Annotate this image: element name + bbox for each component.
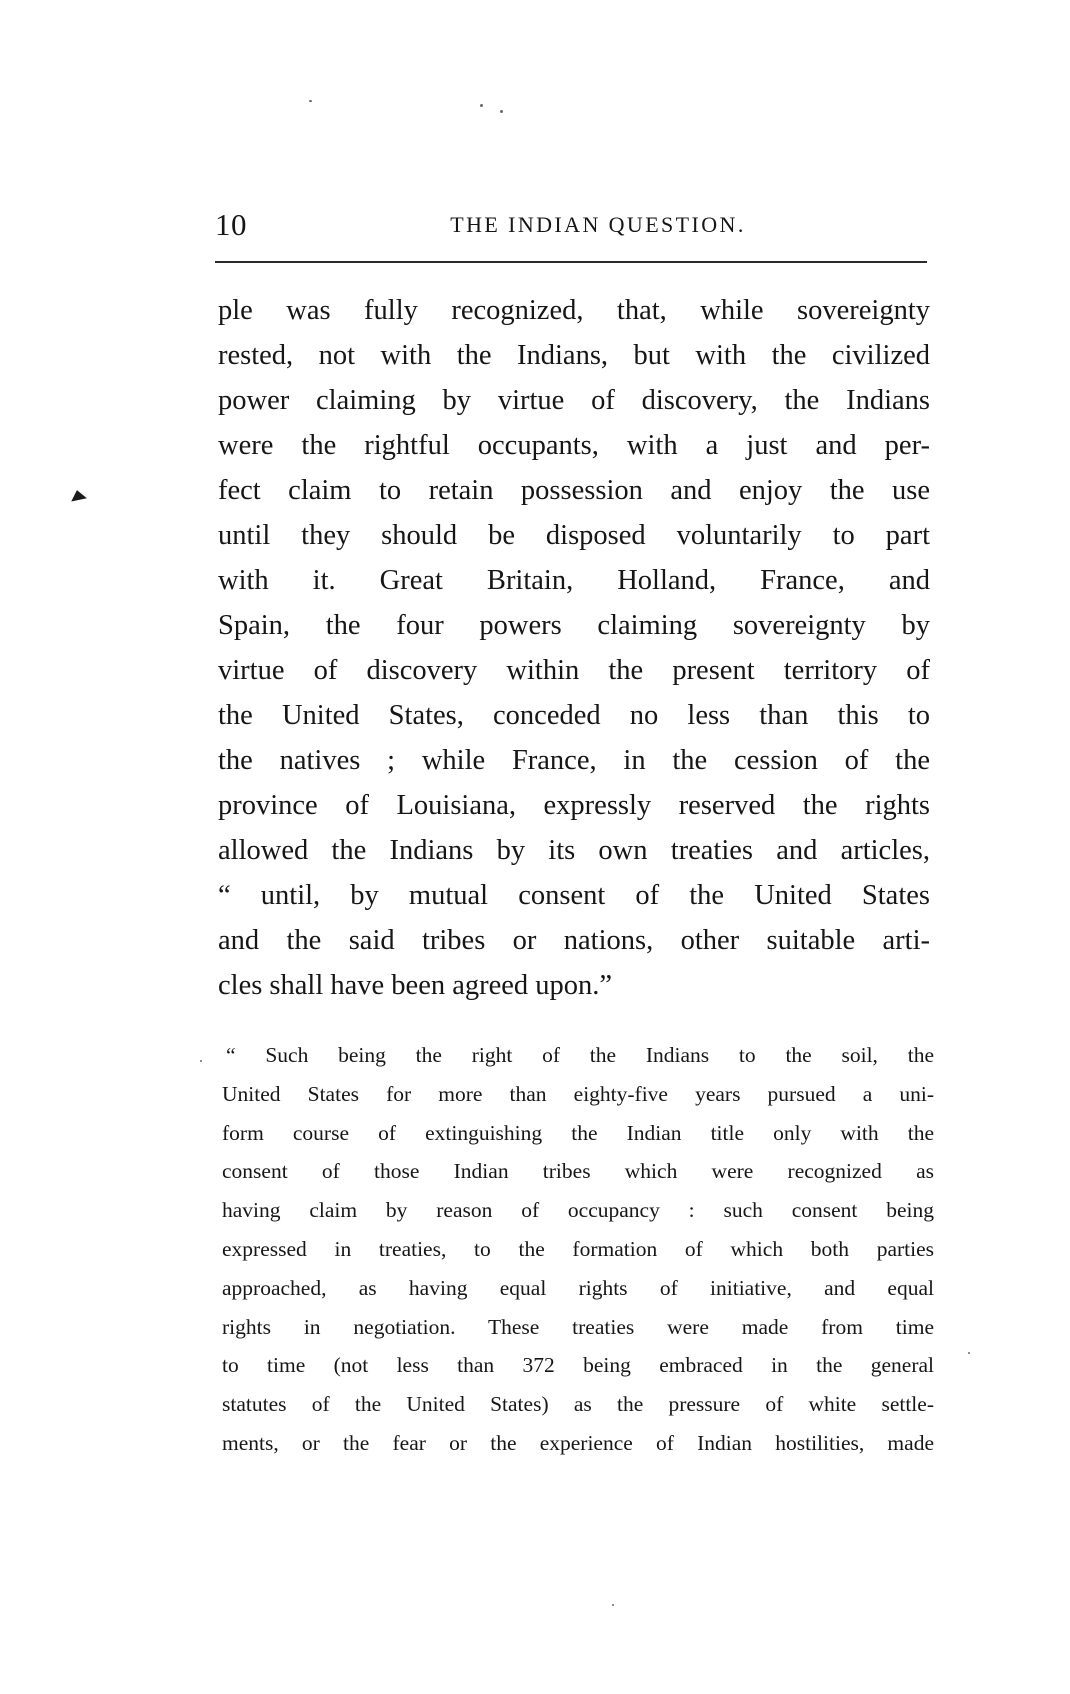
quote-line: to time (not less than 372 being embraced in the general [222, 1353, 934, 1378]
speck [200, 1060, 202, 1062]
quote-line: ments, or the fear or the experience of Indian hostilities, made [222, 1430, 934, 1455]
body-line: virtue of discovery within the present territory of [218, 655, 930, 686]
body-line: the natives ; while France, in the cession of the [218, 745, 930, 776]
page-number: 10 [215, 207, 247, 242]
body-line: until they should be disposed voluntarily to part [218, 520, 930, 551]
quote-line: form course of extinguishing the Indian title only with the [222, 1120, 934, 1145]
speck [968, 1352, 970, 1354]
body-line: cles shall have been agreed upon.” [218, 970, 613, 1001]
quote-line: consent of those Indian tribes which were recognized as [222, 1159, 934, 1184]
quote-line: rights in negotiation. These treaties were made from time [222, 1314, 934, 1339]
body-line: the United States, conceded no less than this to [218, 700, 930, 731]
body-line: fect claim to retain possession and enjoy the use [218, 475, 930, 506]
margin-mark [69, 488, 87, 501]
body-line: “ until, by mutual consent of the United States [218, 880, 930, 911]
body-line: Spain, the four powers claiming sovereignty by [218, 610, 930, 641]
body-line: and the said tribes or nations, other suitable arti- [218, 925, 930, 956]
quote-line: statutes of the United States) as the pressure of white settle- [222, 1392, 934, 1417]
body-line: allowed the Indians by its own treaties and articles, [218, 835, 930, 866]
page-header [215, 207, 927, 243]
quote-line: having claim by reason of occupancy : such consent being [222, 1198, 934, 1223]
block-quote [222, 1036, 934, 1463]
speck [500, 110, 503, 113]
running-head: THE INDIAN QUESTION. [450, 212, 746, 237]
body-paragraph [218, 288, 930, 1008]
body-line: with it. Great Britain, Holland, France, and [218, 565, 930, 596]
speck [309, 100, 312, 102]
body-line: power claiming by virtue of discovery, the Indians [218, 385, 930, 416]
quote-line: expressed in treaties, to the formation of which both parties [222, 1236, 934, 1261]
body-line: rested, not with the Indians, but with the civilized [218, 340, 930, 371]
speck [612, 1604, 614, 1606]
header-rule [215, 261, 927, 263]
quote-line: “ Such being the right of the Indians to the soil, the [226, 1043, 934, 1067]
body-line: province of Louisiana, expressly reserved the rights [218, 790, 930, 821]
body-line: ple was fully recognized, that, while sovereignty [218, 295, 930, 326]
quote-line: United States for more than eighty-five years pursued a uni- [222, 1081, 934, 1106]
speck [480, 104, 483, 107]
quote-line: approached, as having equal rights of initiative, and equal [222, 1275, 934, 1300]
body-line: were the rightful occupants, with a just and per- [218, 430, 930, 461]
